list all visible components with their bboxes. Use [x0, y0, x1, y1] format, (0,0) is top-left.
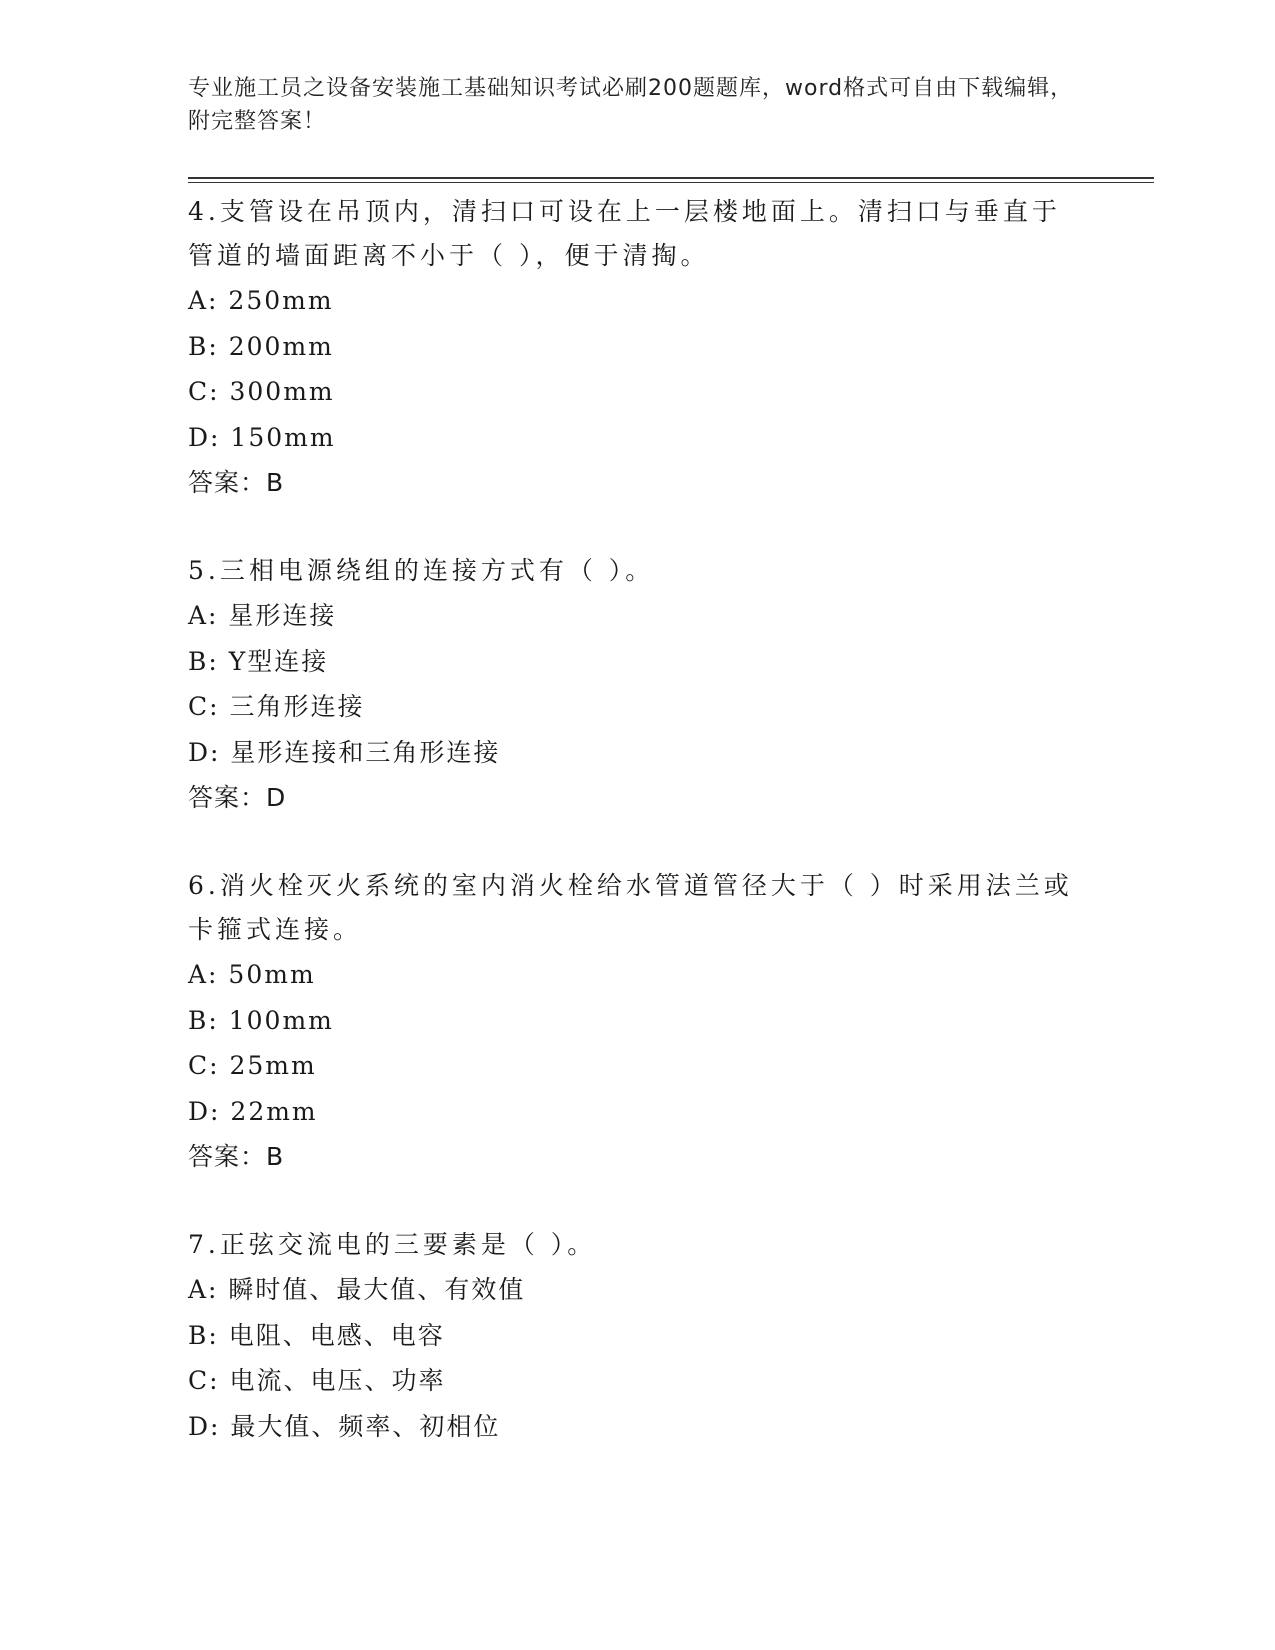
question-4	[188, 190, 1088, 505]
header-divider-thin	[188, 182, 1154, 183]
option-a: A: 星形连接	[188, 601, 337, 630]
option-a: A: 250mm	[188, 286, 334, 315]
document-header: 专业施工员之设备安装施工基础知识考试必刷200题题库，word格式可自由下载编辑，附完整答案！	[188, 76, 1074, 134]
answer-line: 答案：D	[188, 783, 287, 812]
option-a: A: 50mm	[188, 960, 316, 989]
option-d: D: 星形连接和三角形连接	[188, 737, 501, 767]
option-d: D: 150mm	[188, 422, 336, 452]
option-c: C: 25mm	[188, 1051, 317, 1080]
option-b: B: 电阻、电感、电容	[188, 1320, 445, 1350]
question-5	[188, 549, 1088, 820]
option-d: D: 22mm	[188, 1096, 318, 1126]
question-stem: 5.三相电源绕组的连接方式有（ ）。	[188, 556, 655, 585]
question-list	[188, 190, 1088, 1493]
answer-line: 答案：B	[188, 468, 285, 497]
question-6	[188, 864, 1088, 1179]
question-stem: 6.消火栓灭火系统的室内消火栓给水管道管径大于（ ）时采用法兰或卡箍式连接。	[188, 871, 1073, 944]
question-stem: 4.支管设在吊顶内，清扫口可设在上一层楼地面上。清扫口与垂直于管道的墙面距离不小于（ ），便于清掏。	[188, 197, 1061, 270]
answer-line: 答案：B	[188, 1142, 285, 1171]
option-b: B: Y型连接	[188, 646, 329, 676]
option-a: A: 瞬时值、最大值、有效值	[188, 1275, 526, 1304]
option-c: C: 电流、电压、功率	[188, 1366, 446, 1395]
header-divider-thick	[188, 177, 1154, 179]
question-stem: 7.正弦交流电的三要素是（ ）。	[188, 1230, 597, 1259]
option-b: B: 100mm	[188, 1005, 334, 1035]
option-c: C: 300mm	[188, 377, 335, 406]
question-7	[188, 1223, 1088, 1449]
option-d: D: 最大值、频率、初相位	[188, 1411, 501, 1441]
option-c: C: 三角形连接	[188, 692, 365, 721]
option-b: B: 200mm	[188, 331, 334, 361]
